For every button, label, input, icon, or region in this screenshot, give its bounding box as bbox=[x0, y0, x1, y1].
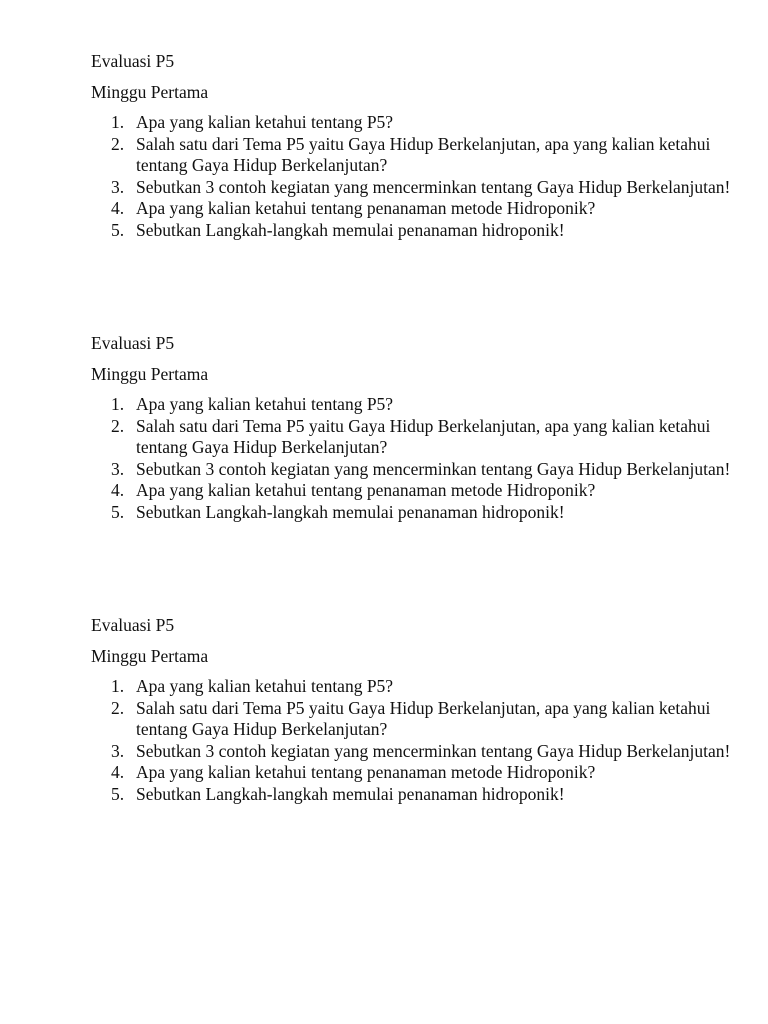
question-number: 3. bbox=[111, 740, 125, 761]
question-text: Sebutkan Langkah-langkah memulai penanaman hidroponik! bbox=[136, 219, 565, 240]
question-text: Apa yang kalian ketahui tentang P5? bbox=[136, 112, 394, 132]
evaluation-section bbox=[91, 615, 731, 805]
question-item bbox=[91, 134, 736, 177]
question-item bbox=[91, 784, 736, 806]
question-number: 2. bbox=[111, 133, 125, 154]
evaluation-section bbox=[91, 333, 731, 523]
question-number: 1. bbox=[111, 112, 125, 132]
question-text: Salah satu dari Tema P5 yaitu Gaya Hidup Berkelanjutan, apa yang kalian ketahui tentang Gaya Hidup Berkelanjutan? bbox=[136, 697, 711, 739]
question-text: Apa yang kalian ketahui tentang P5? bbox=[136, 394, 394, 414]
question-text: Salah satu dari Tema P5 yaitu Gaya Hidup Berkelanjutan, apa yang kalian ketahui tentang Gaya Hidup Berkelanjutan? bbox=[136, 133, 711, 175]
question-text: Sebutkan 3 contoh kegiatan yang mencerminkan tentang Gaya Hidup Berkelanjutan! bbox=[136, 740, 731, 761]
question-item bbox=[91, 480, 736, 502]
question-list bbox=[91, 394, 731, 523]
section-subtitle: Minggu Pertama bbox=[91, 364, 209, 384]
question-list bbox=[91, 676, 731, 805]
question-number: 1. bbox=[111, 676, 125, 696]
question-number: 5. bbox=[111, 501, 125, 522]
question-item bbox=[91, 762, 736, 784]
question-number: 4. bbox=[111, 762, 125, 782]
question-item bbox=[91, 502, 736, 524]
question-text: Apa yang kalian ketahui tentang P5? bbox=[136, 676, 394, 696]
question-number: 3. bbox=[111, 176, 125, 197]
evaluation-section bbox=[91, 51, 731, 241]
question-item bbox=[91, 459, 736, 481]
question-text: Apa yang kalian ketahui tentang penanaman metode Hidroponik? bbox=[136, 762, 596, 782]
question-text: Apa yang kalian ketahui tentang penanaman metode Hidroponik? bbox=[136, 480, 596, 500]
question-item bbox=[91, 198, 736, 220]
question-number: 4. bbox=[111, 198, 125, 218]
section-title: Evaluasi P5 bbox=[91, 333, 175, 353]
question-number: 5. bbox=[111, 783, 125, 804]
question-item bbox=[91, 394, 736, 416]
question-list bbox=[91, 112, 731, 241]
question-number: 2. bbox=[111, 697, 125, 718]
question-text: Sebutkan 3 contoh kegiatan yang mencerminkan tentang Gaya Hidup Berkelanjutan! bbox=[136, 176, 731, 197]
question-item bbox=[91, 220, 736, 242]
section-subtitle: Minggu Pertama bbox=[91, 82, 209, 102]
question-item bbox=[91, 741, 736, 763]
question-item bbox=[91, 112, 736, 134]
question-number: 4. bbox=[111, 480, 125, 500]
question-text: Salah satu dari Tema P5 yaitu Gaya Hidup Berkelanjutan, apa yang kalian ketahui tentang Gaya Hidup Berkelanjutan? bbox=[136, 415, 711, 457]
question-text: Sebutkan Langkah-langkah memulai penanaman hidroponik! bbox=[136, 783, 565, 804]
question-item bbox=[91, 698, 736, 741]
section-title: Evaluasi P5 bbox=[91, 615, 175, 635]
question-number: 3. bbox=[111, 458, 125, 479]
question-number: 5. bbox=[111, 219, 125, 240]
question-number: 2. bbox=[111, 415, 125, 436]
question-text: Apa yang kalian ketahui tentang penanaman metode Hidroponik? bbox=[136, 198, 596, 218]
section-title: Evaluasi P5 bbox=[91, 51, 175, 71]
question-item bbox=[91, 676, 736, 698]
section-subtitle: Minggu Pertama bbox=[91, 646, 209, 666]
question-item bbox=[91, 177, 736, 199]
question-item bbox=[91, 416, 736, 459]
question-number: 1. bbox=[111, 394, 125, 414]
question-text: Sebutkan Langkah-langkah memulai penanaman hidroponik! bbox=[136, 501, 565, 522]
question-text: Sebutkan 3 contoh kegiatan yang mencerminkan tentang Gaya Hidup Berkelanjutan! bbox=[136, 458, 731, 479]
